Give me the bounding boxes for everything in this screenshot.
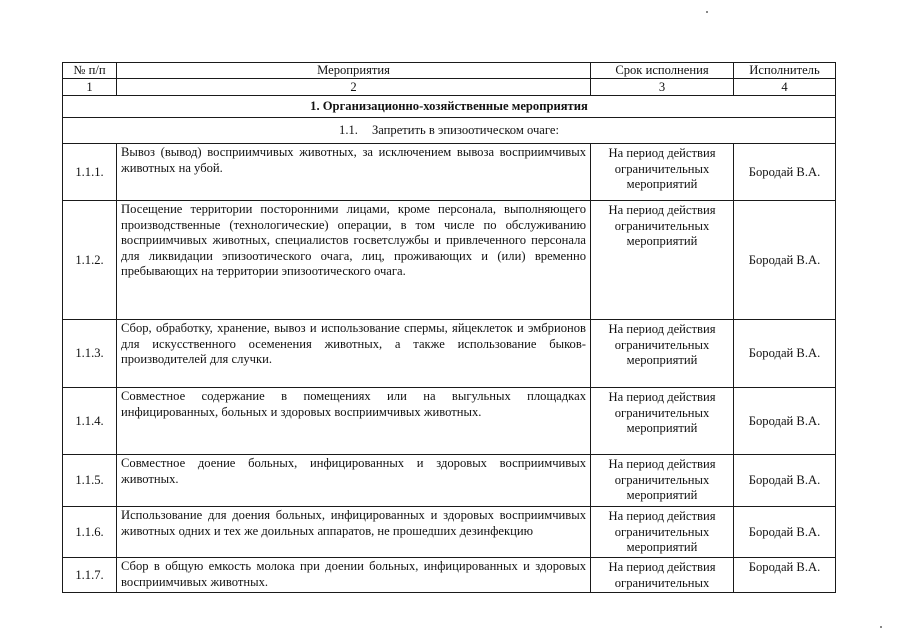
row-measure: Использование для доения больных, инфицированных и здоровых восприимчивых животных одних и тех же доильных аппаратов, не прошедших дезинфекцию [117,507,591,558]
row-measure: Сбор, обработку, хранение, вывоз и использование спермы, яйцеклеток и эмбрионов для искусственного осеменения животных, а также использование быков-производителей для случки. [117,320,591,388]
section-title: 1. Организационно-хозяйственные мероприятия [63,96,836,118]
row-executor: Бородай В.А. [734,507,836,558]
table-row [63,144,836,201]
header-term: Срок исполнения [591,63,734,79]
table-row [63,388,836,455]
column-number: 4 [734,79,836,96]
row-executor: Бородай В.А. [734,320,836,388]
header-executor: Исполнитель [734,63,836,79]
row-executor: Бородай В.А. [734,144,836,201]
table-row [63,320,836,388]
subsection-number: 1.1. [339,123,358,138]
row-number: 1.1.4. [63,388,117,455]
row-measure: Вывоз (вывод) восприимчивых животных, за исключением вывоза восприимчивых животных на убой. [117,144,591,201]
row-term: На период действия ограничительных мероприятий [591,320,734,388]
row-number: 1.1.5. [63,455,117,507]
row-term: На период действия ограничительных мероприятий [591,201,734,320]
column-number: 2 [117,79,591,96]
row-number: 1.1.6. [63,507,117,558]
row-measure: Совместное содержание в помещениях или на выгульных площадках инфицированных, больных и здоровых восприимчивых животных. [117,388,591,455]
row-executor: Бородай В.А. [734,558,836,593]
subsection-row [63,118,836,144]
column-number: 1 [63,79,117,96]
scan-speck [706,11,708,13]
row-measure: Посещение территории посторонними лицами, кроме персонала, выполняющего производственные (технологические) операции, в том числе по обслуживанию восприимчивых животных, специалистов госветслужбы и привлеченного персонала для ликвидации эпизоотического очага, лиц, проживающих и (или) временно пребывающих на территории эпизоотического очага. [117,201,591,320]
row-measure: Сбор в общую емкость молока при доении больных, инфицированных и здоровых восприимчивых животных. [117,558,591,593]
column-numbers-row [63,79,836,96]
column-number: 3 [591,79,734,96]
scan-speck [880,626,882,628]
table-row [63,558,836,593]
row-number: 1.1.7. [63,558,117,593]
section-row [63,96,836,118]
row-term: На период действия ограничительных [591,558,734,593]
row-executor: Бородай В.А. [734,201,836,320]
row-term: На период действия ограничительных мероприятий [591,455,734,507]
row-executor: Бородай В.А. [734,388,836,455]
row-number: 1.1.2. [63,201,117,320]
header-row [63,63,836,79]
table-row [63,507,836,558]
row-term: На период действия ограничительных мероприятий [591,388,734,455]
subsection-cell [63,118,836,144]
row-executor: Бородай В.А. [734,455,836,507]
subsection-title: Запретить в эпизоотическом очаге: [371,123,559,138]
row-term: На период действия ограничительных мероприятий [591,507,734,558]
measures-table [62,62,836,593]
table-row [63,455,836,507]
row-number: 1.1.3. [63,320,117,388]
row-term: На период действия ограничительных мероприятий [591,144,734,201]
header-num: № п/п [63,63,117,79]
row-measure: Совместное доение больных, инфицированных и здоровых восприимчивых животных. [117,455,591,507]
row-number: 1.1.1. [63,144,117,201]
header-measures: Мероприятия [117,63,591,79]
table-row [63,201,836,320]
